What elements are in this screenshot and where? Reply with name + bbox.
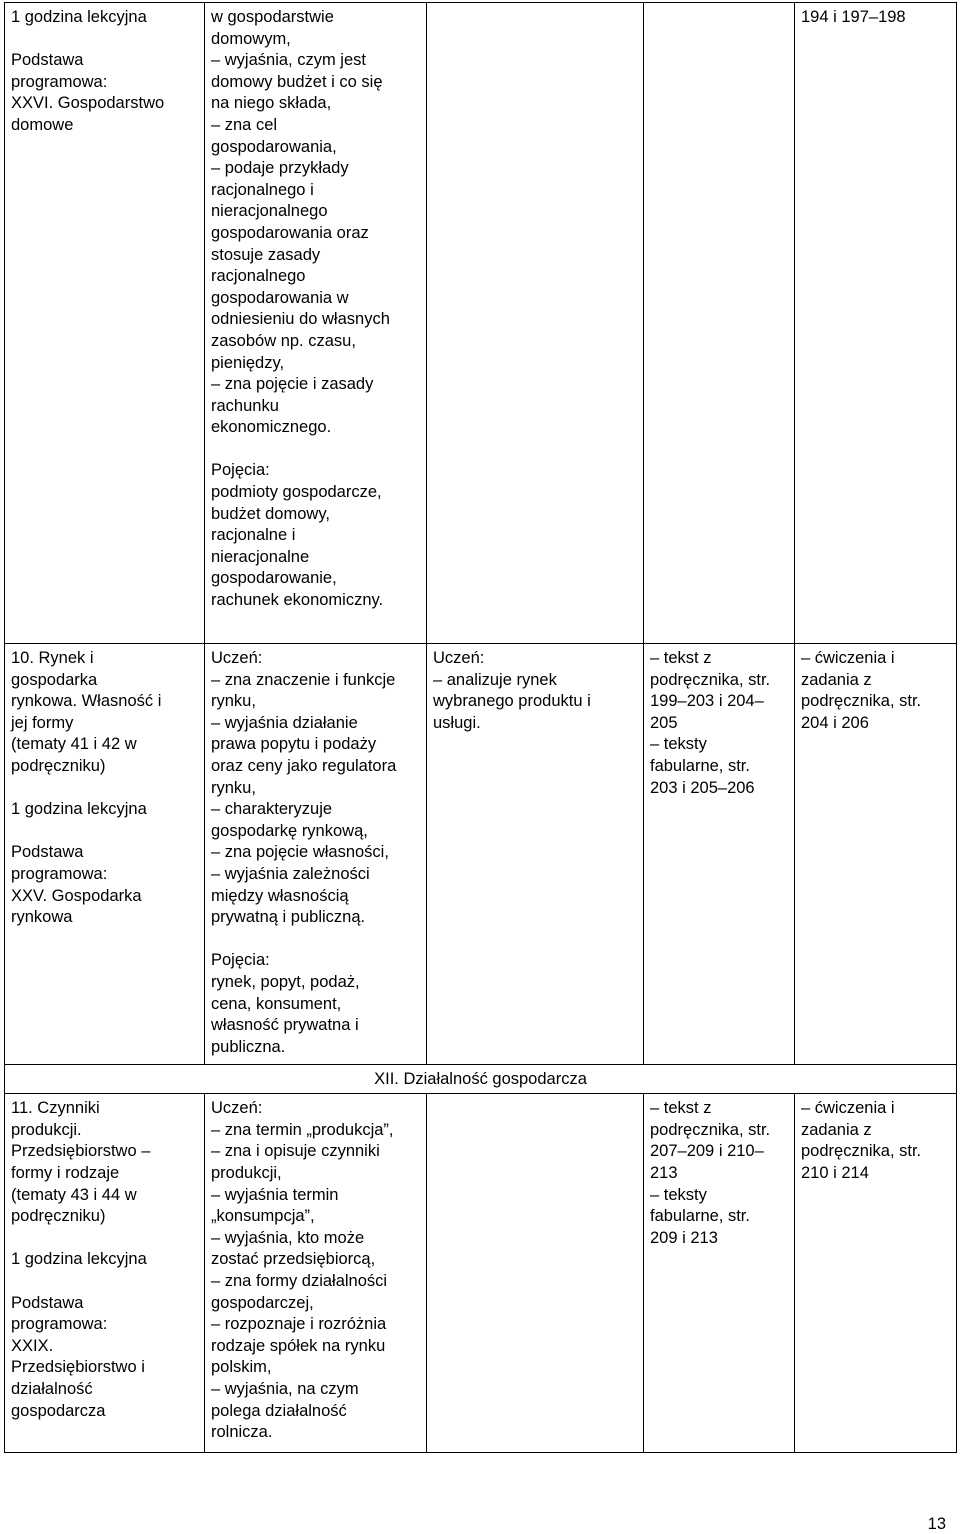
text-line: Podstawa [11, 843, 84, 862]
text-line: racjonalnego [211, 267, 306, 286]
text-line: rynku, [211, 692, 256, 711]
text-line: na niego składa, [211, 94, 332, 113]
text-line: usługi. [433, 713, 481, 732]
text-line: – podaje przykłady [211, 159, 349, 178]
text-line: – ćwiczenia i [801, 1099, 895, 1118]
text-line: Pojęcia: [211, 951, 270, 970]
text-line: 203 i 205–206 [650, 778, 755, 797]
text-line: – zna pojęcie własności, [211, 843, 389, 862]
text-line: zostać przedsiębiorcą, [211, 1250, 376, 1269]
text-line: rynku, [211, 778, 256, 797]
extended-cell [427, 1094, 644, 1453]
text-line: – teksty [650, 1185, 707, 1204]
text-line [11, 1271, 198, 1293]
text-line: rynek, popyt, podaż, [211, 972, 360, 991]
cell-lines [433, 648, 637, 734]
text-line: Uczeń: [211, 1099, 263, 1118]
text-line: gospodarkę rynkową, [211, 821, 368, 840]
topic-cell [5, 3, 205, 644]
section-header-row [5, 1065, 957, 1094]
topic-cell [5, 1094, 205, 1453]
text-line: podmioty gospodarcze, [211, 483, 382, 502]
text-line: podręcznika, str. [801, 692, 922, 711]
text-line: 1 godzina lekcyjna [11, 8, 147, 26]
text-line: racjonalnego i [211, 180, 314, 199]
text-line: gospodarowania oraz [211, 223, 369, 242]
text-line: domowe [11, 115, 74, 134]
text-line: – wyjaśnia, na czym [211, 1380, 359, 1398]
text-line: 207–209 i 210– [650, 1142, 764, 1161]
exercises-cell [795, 644, 957, 1065]
text-line: – ćwiczenia i [801, 649, 895, 667]
text-line: polskim, [211, 1358, 272, 1377]
text-line: rynkowa [11, 908, 73, 927]
text-line: podręczniku) [11, 756, 106, 775]
text-line: „konsumpcja”, [211, 1207, 315, 1226]
text-line: – tekst z [650, 649, 712, 667]
text-line: Przedsiębiorstwo i [11, 1358, 145, 1377]
text-line: podręcznika, str. [801, 1142, 922, 1161]
text-line: – zna formy działalności [211, 1272, 388, 1291]
text-line: XXV. Gospodarka [11, 886, 142, 905]
text-line: – zna pojęcie i zasady [211, 375, 374, 394]
text-line: jej formy [11, 713, 74, 732]
text-line: polega działalność [211, 1401, 347, 1420]
exercises-cell [795, 1094, 957, 1453]
text-line: – analizuje rynek [433, 670, 557, 689]
textbook-cell [644, 1094, 795, 1453]
text-line: prawa popytu i podaży [211, 735, 377, 754]
text-line: – zna i opisuje czynniki [211, 1142, 380, 1161]
table-row [5, 644, 957, 1065]
table-row [5, 1094, 957, 1453]
text-line: wybranego produktu i [433, 692, 591, 711]
text-line: zadania z [801, 670, 872, 689]
cell-lines [801, 7, 950, 29]
text-line: 199–203 i 204– [650, 692, 764, 711]
text-line: (tematy 41 i 42 w [11, 735, 137, 754]
text-line: 213 [650, 1164, 678, 1183]
text-line: rynkowa. Własność i [11, 692, 162, 711]
text-line: XXVI. Gospodarstwo [11, 94, 165, 113]
section-header: XII. Działalność gospodarcza [5, 1065, 957, 1094]
cell-lines [801, 1098, 950, 1184]
text-line: rachunek ekonomiczny. [211, 591, 384, 610]
text-line: nieracjonalne [211, 547, 310, 566]
text-line: zasobów np. czasu, [211, 331, 356, 350]
cell-lines [11, 648, 198, 929]
text-line: Przedsiębiorstwo – [11, 1142, 151, 1161]
cell-lines [801, 648, 950, 734]
text-line: – wyjaśnia termin [211, 1185, 339, 1204]
text-line: gospodarowania, [211, 137, 337, 156]
text-line: 205 [650, 713, 678, 732]
text-line: własność prywatna i [211, 1016, 359, 1035]
cell-lines [211, 648, 420, 1058]
text-line: domowy budżet i co się [211, 72, 383, 91]
text-line: produkcji, [211, 1164, 282, 1183]
text-line: rolnicza. [211, 1423, 273, 1442]
outcomes-cell [205, 644, 427, 1065]
exercises-cell [795, 3, 957, 644]
text-line: fabularne, str. [650, 1207, 750, 1226]
text-line: cena, konsument, [211, 994, 342, 1013]
outcomes-cell [205, 1094, 427, 1453]
text-line: odniesieniu do własnych [211, 310, 390, 329]
text-line: nieracjonalnego [211, 202, 328, 221]
text-line: 209 i 213 [650, 1228, 718, 1247]
text-line: fabularne, str. [650, 756, 750, 775]
text-line: 204 i 206 [801, 713, 869, 732]
cell-lines [211, 1098, 420, 1444]
text-line: produkcji. [11, 1120, 82, 1139]
text-line: 194 i 197–198 [801, 8, 906, 26]
text-line [11, 1228, 198, 1250]
text-line [211, 929, 420, 951]
text-line: – zna znaczenie i funkcje [211, 670, 396, 689]
text-line: programowa: [11, 1315, 108, 1334]
text-line: 1 godzina lekcyjna [11, 1250, 147, 1269]
text-line: rodzaje spółek na rynku [211, 1336, 386, 1355]
text-line: programowa: [11, 864, 108, 883]
text-line: budżet domowy, [211, 504, 330, 523]
text-line: (tematy 43 i 44 w [11, 1185, 137, 1204]
text-line: zadania z [801, 1120, 872, 1139]
text-line: oraz ceny jako regulatora [211, 756, 397, 775]
cell-lines [650, 648, 788, 799]
text-line: prywatną i publiczną. [211, 908, 366, 927]
text-line: – wyjaśnia, kto może [211, 1228, 365, 1247]
cell-lines [211, 7, 420, 612]
text-line: 11. Czynniki [11, 1099, 100, 1118]
text-line: publiczna. [211, 1037, 286, 1056]
text-line: podręczniku) [11, 1207, 106, 1226]
text-line: 10. Rynek i [11, 649, 94, 667]
text-line: podręcznika, str. [650, 1120, 771, 1139]
textbook-cell [644, 3, 795, 644]
text-line: rachunku [211, 396, 279, 415]
text-line: – tekst z [650, 1099, 712, 1118]
text-line: XXIX. [11, 1336, 54, 1355]
text-line: Podstawa [11, 1293, 84, 1312]
text-line: – zna termin „produkcja”, [211, 1120, 394, 1139]
text-line: w gospodarstwie [211, 8, 334, 26]
text-line: pieniędzy, [211, 353, 285, 372]
text-line: formy i rodzaje [11, 1164, 120, 1183]
text-line: ekonomicznego. [211, 418, 332, 437]
text-line: racjonalne i [211, 526, 296, 545]
text-line: gospodarcza [11, 1401, 106, 1420]
text-line: Uczeń: [433, 649, 485, 667]
text-line: – charakteryzuje [211, 800, 333, 819]
text-line: gospodarowanie, [211, 569, 337, 588]
textbook-cell [644, 644, 795, 1065]
text-line: gospodarowania w [211, 288, 349, 307]
text-line: – rozpoznaje i rozróżnia [211, 1315, 387, 1334]
text-line: – wyjaśnia zależności [211, 864, 370, 883]
text-line: – teksty [650, 735, 707, 754]
text-line: – zna cel [211, 115, 278, 134]
text-line [11, 778, 198, 800]
text-line: – wyjaśnia, czym jest [211, 51, 366, 70]
curriculum-table [4, 2, 957, 1453]
text-line: gospodarka [11, 670, 98, 689]
text-line: 210 i 214 [801, 1164, 869, 1183]
extended-cell [427, 3, 644, 644]
extended-cell [427, 644, 644, 1065]
topic-cell [5, 644, 205, 1065]
text-line [11, 29, 198, 51]
text-line: gospodarczej, [211, 1293, 314, 1312]
text-line [11, 821, 198, 843]
outcomes-cell [205, 3, 427, 644]
text-line: Podstawa [11, 51, 84, 70]
text-line: stosuje zasady [211, 245, 321, 264]
cell-lines [650, 1098, 788, 1249]
text-line: podręcznika, str. [650, 670, 771, 689]
text-line: Uczeń: [211, 649, 263, 667]
cell-lines [11, 1098, 198, 1422]
text-line: – wyjaśnia działanie [211, 713, 358, 732]
text-line: 1 godzina lekcyjna [11, 800, 147, 819]
text-line: Pojęcia: [211, 461, 270, 480]
table-row [5, 3, 957, 644]
text-line [211, 439, 420, 461]
text-line: domowym, [211, 29, 291, 48]
cell-lines [11, 7, 198, 137]
text-line: między własnością [211, 886, 349, 905]
text-line: programowa: [11, 72, 108, 91]
text-line: działalność [11, 1380, 93, 1398]
page-number: 13 [927, 1515, 946, 1533]
